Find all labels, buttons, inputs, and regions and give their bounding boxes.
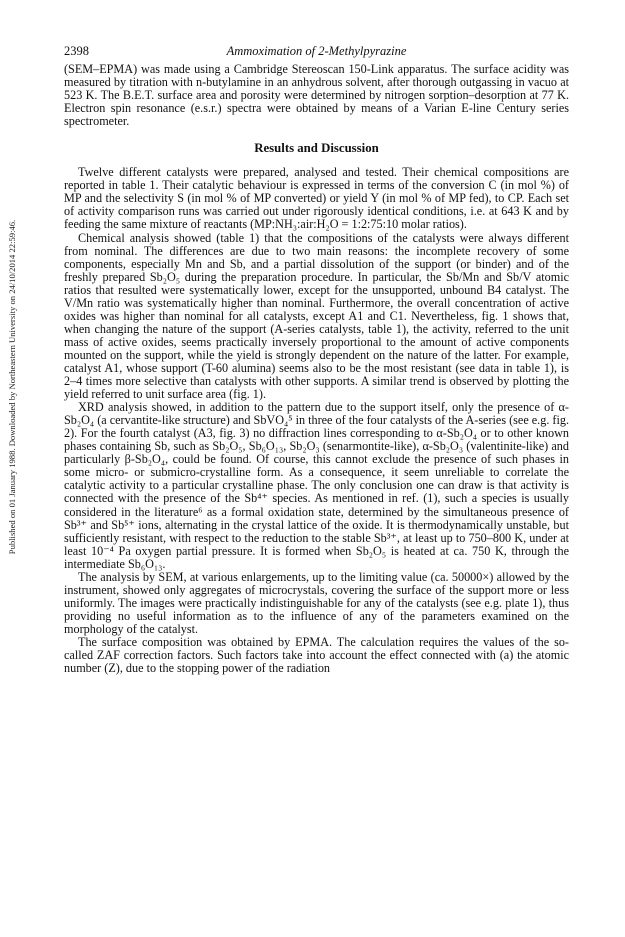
body-text <box>64 63 569 675</box>
page-number: 2398 <box>64 44 89 58</box>
running-title: Ammoximation of 2-Methylpyrazine <box>226 44 407 58</box>
paragraph: Chemical analysis showed (table 1) that the compositions of the catalysts were always different from nominal. The differences are due to two main reasons: the incomplete recovery of some components, especially Mn and Sb, and a partial dissolution of the support (or binder) and of the freshly prepared Sb₂O₅ during the preparation procedure. In particular, the Sb/Mn and Sb/V atomic ratios that resulted were systematically lower, except for the unsupported, unbound B4 catalyst. The V/Mn ratio was systematically higher than nominal. Furthermore, the overall concentration of active oxides was higher than nominal for all catalysts, except A1 and C1. Nevertheless, fig. 1 shows that, when changing the nature of the support (A-series catalysts, table 1), the activity, referred to the unit mass of active oxides, seems practically inversely proportional to the amount of active components mounted on the support, while the yield is strongly dependent on the nature of the latter. For example, catalyst A1, whose support (T-60 alumina) seems also to be the most resistant (see data in table 1), is 2–4 times more selective than catalysts with other supports. A similar trend is observed by plotting the yield referred to unit surface area (fig. 1). <box>64 230 569 402</box>
paragraph: XRD analysis showed, in addition to the pattern due to the support itself, only the presence of α-Sb₂O₄ (a cervantite-like structure) and SbVO₄⁵ in three of the four catalysts of the A-series (see e.g. fig. 2). For the fourth catalyst (A3, fig. 3) no diffraction lines corresponding to α-Sb₂O₄ or to other known phases containing Sb, such as Sb₂O₅, Sb₆O₁₃, Sb₂O₃ (senarmontite-like), α-Sb₂O₃ (valentinite-like) and particularly β-Sb₂O₄, could be found. Of course, this cannot exclude the presence of such phases in some micro- or submicro-crystalline form. As a consequence, it seem unreliable to correlate the catalytic activity to a particular crystalline phase. The only conclusion one can draw is that activity is connected with the presence of the Sb⁴⁺ species. As mentioned in ref. (1), such a species is usually considered in the literature⁶ as a formal oxidation state, determined by the simultaneous presence of Sb³⁺ and Sb⁵⁺ ions, alternating in the crystal lattice of the oxide. It is thermodynamically unstable, but sufficiently resistant, with respect to the reduction to the stable Sb³⁺, at least up to 750–800 K, under at least 10⁻⁴ Pa oxygen partial pressure. It is formed when Sb₂O₅ is heated at ca. 750 K, through the intermediate Sb₆O₁₃. <box>64 400 570 571</box>
paragraph: Twelve different catalysts were prepared, analysed and tested. Their chemical compositions are reported in table 1. Their catalytic behaviour is expressed in terms of the conversion C (in mol %) of MP and the selectivity S (in mol % of MP converted) or yield Y (in mol % of MP fed), to CP. Each set of activity comparison runs was carried out under rigorously identical conditions, i.e. at 643 K and by feeding the same mixture of reactants (MP:NH₃:air:H₂O = 1:2:75:10 molar ratios). <box>64 165 569 232</box>
section-heading: Results and Discussion <box>254 141 379 156</box>
paragraph: The surface composition was obtained by EPMA. The calculation requires the values of the so-called ZAF correction factors. Such factors take into account the effect connected with (a) the atomic number (Z), due to the stopping power of the radiation <box>64 634 569 676</box>
margin-note: Published on 01 January 1988. Downloaded by Northeastern University on 24/10/2014 22:59:46. <box>7 219 17 555</box>
paragraph: (SEM–EPMA) was made using a Cambridge Stereoscan 150-Link apparatus. The surface acidity was measured by titration with n-butylamine in an anhydrous solvent, after thorough outgassing in vacuo at 523 K. The B.E.T. surface area and porosity were determined by nitrogen sorption–desorption at 77 K. Electron spin resonance (e.s.r.) spectra were obtained by means of a Varian E-line Century series spectrometer. <box>64 62 569 129</box>
page-header <box>64 44 569 60</box>
paragraph: The analysis by SEM, at various enlargements, up to the limiting value (ca. 50000×) allowed by the instrument, showed only aggregates of microcrystals, covering the surface of the support more or less uniformly. The images were practically indistinguishable for any of the catalysts (see e.g. plate 1), thus providing no useful information as to the influence of any of the parameters examined on the morphology of the catalyst. <box>64 569 569 636</box>
